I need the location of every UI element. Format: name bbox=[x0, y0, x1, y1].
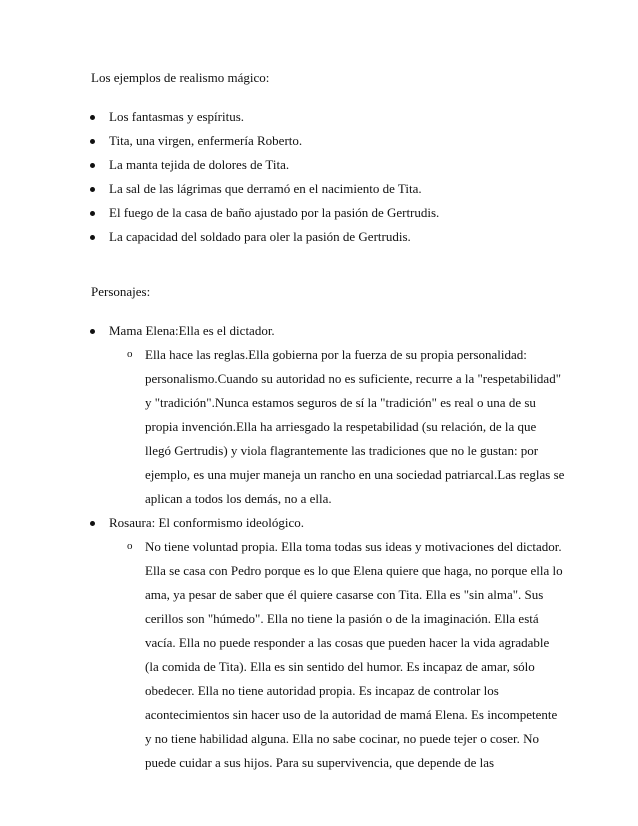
sub-bullet-marker: o bbox=[127, 540, 133, 552]
list-item: Los fantasmas y espíritus. bbox=[109, 109, 245, 124]
list-item: El fuego de la casa de baño ajustado por la pasión de Gertrudis. bbox=[109, 205, 440, 220]
paragraph-line: personalismo.Cuando su autoridad no es suficiente, recurre a la "respetabilidad" bbox=[145, 371, 562, 386]
character-title-rosaura: Rosaura: El conformismo ideológico. bbox=[109, 515, 304, 530]
bullet-icon bbox=[90, 329, 95, 334]
paragraph-line: No tiene voluntad propia. Ella toma todas sus ideas y motivaciones del dictador. bbox=[145, 539, 562, 554]
paragraph-line: (la comida de Tita). Ella es sin sentido del humor. Es incapaz de amar, sólo bbox=[145, 659, 535, 674]
bullet-icon bbox=[90, 211, 95, 216]
bullet-icon bbox=[90, 521, 95, 526]
section-title-personajes: Personajes: bbox=[91, 284, 151, 299]
paragraph-line: propia invención.Ella ha arriesgado la respetabilidad (su relación, de la que bbox=[145, 419, 537, 434]
list-item: La sal de las lágrimas que derramó en el nacimiento de Tita. bbox=[109, 181, 422, 196]
section-title-realismo: Los ejemplos de realismo mágico: bbox=[91, 70, 270, 85]
list-item: La manta tejida de dolores de Tita. bbox=[109, 157, 290, 172]
list-item: Tita, una virgen, enfermería Roberto. bbox=[109, 133, 303, 148]
bullet-icon bbox=[90, 187, 95, 192]
paragraph-line: y no tiene habilidad alguna. Ella no sabe cocinar, no puede tejer o coser. No bbox=[145, 731, 540, 746]
paragraph-line: ejemplo, es una mujer maneja un rancho en una sociedad patriarcal.Las reglas se bbox=[145, 467, 565, 482]
character-title-mama-elena: Mama Elena:Ella es el dictador. bbox=[109, 323, 275, 338]
bullet-icon bbox=[90, 115, 95, 120]
paragraph-line: Ella se casa con Pedro porque es lo que Elena quiere que haga, no porque ella lo bbox=[145, 563, 563, 578]
paragraph-line: cerillos son "húmedo". Ella no tiene la pasión o de la imaginación. Ella está bbox=[145, 611, 539, 626]
sub-bullet-marker: o bbox=[127, 348, 133, 360]
bullet-icon bbox=[90, 163, 95, 168]
paragraph-line: ama, ya pesar de saber que él quiere casarse con Tita. Ella es "sin alma". Sus bbox=[145, 587, 544, 602]
paragraph-line: aplican a todos los demás, no a ella. bbox=[145, 491, 332, 506]
bullet-icon bbox=[90, 235, 95, 240]
paragraph-line: vacía. Ella no puede responder a las cosas que pueden hacer la vida agradable bbox=[145, 635, 550, 650]
bullet-icon bbox=[90, 139, 95, 144]
paragraph-line: y "tradición".Nunca estamos seguros de sí la "tradición" es real o una de su bbox=[145, 395, 536, 410]
paragraph-line: puede cuidar a sus hijos. Para su supervivencia, que depende de las bbox=[145, 755, 495, 770]
paragraph-line: llegó Gertrudis) y viola flagrantemente las tradiciones que no le gustan: por bbox=[145, 443, 539, 458]
paragraph-line: acontecimientos sin hacer uso de la autoridad de mamá Elena. Es incompetente bbox=[145, 707, 558, 722]
paragraph-line: obedecer. Ella no tiene autoridad propia. Es incapaz de controlar los bbox=[145, 683, 499, 698]
paragraph-line: Ella hace las reglas.Ella gobierna por la fuerza de su propia personalidad: bbox=[145, 347, 527, 362]
list-item: La capacidad del soldado para oler la pasión de Gertrudis. bbox=[109, 229, 411, 244]
